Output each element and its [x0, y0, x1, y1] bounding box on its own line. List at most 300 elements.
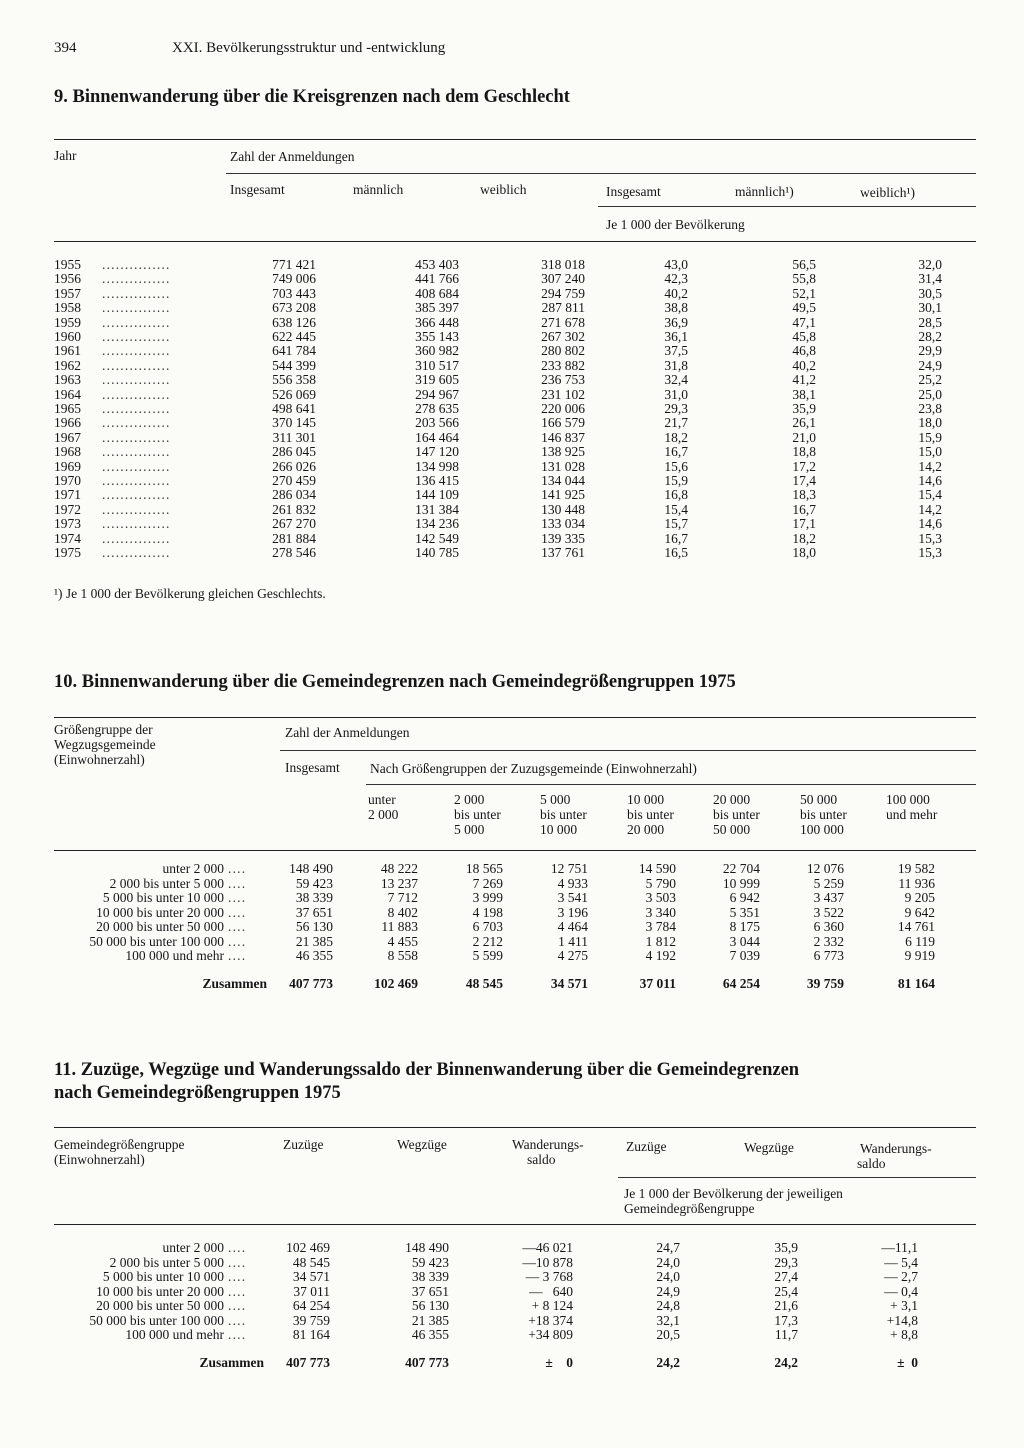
value-cell: —11,1 — [881, 1240, 918, 1255]
group-label: 50 000 bis unter 100 000 — [89, 933, 224, 949]
value-cell: 148 490 — [289, 861, 333, 876]
value-cell: 203 566 — [415, 415, 459, 431]
value-cell: 32,4 — [664, 372, 688, 388]
value-cell: 407 773 — [286, 1355, 330, 1370]
value-cell: 3 044 — [729, 933, 760, 949]
value-cell: 102 469 — [286, 1240, 330, 1255]
value-cell: 1 411 — [558, 933, 588, 949]
value-cell: 2 212 — [472, 933, 503, 949]
value-cell: 56,5 — [792, 257, 816, 272]
table-row — [54, 272, 976, 286]
value-cell: 24,0 — [656, 1254, 680, 1270]
value-cell: 2 332 — [813, 933, 844, 949]
table-row — [54, 517, 976, 531]
value-cell: 16,8 — [664, 487, 688, 503]
value-cell: 29,9 — [918, 343, 942, 359]
value-cell: 15,0 — [918, 444, 942, 460]
value-cell: 267 270 — [272, 516, 316, 532]
table11-col-saldo-rel-l2: saldo — [857, 1156, 886, 1171]
table10-col-head: bis unter — [800, 807, 847, 822]
value-cell: 266 026 — [272, 458, 316, 474]
value-cell: 14,6 — [918, 516, 942, 532]
value-cell: + 8 124 — [531, 1298, 573, 1313]
total-row — [54, 977, 976, 991]
value-cell: 3 999 — [472, 890, 503, 905]
table9-col-weiblich: weiblich — [480, 182, 527, 197]
value-cell: 24,8 — [656, 1298, 680, 1313]
group-label: 100 000 und mehr — [125, 948, 224, 963]
group-label: 5 000 bis unter 10 000 — [102, 1269, 224, 1284]
value-cell: 37 651 — [411, 1283, 449, 1299]
table10-col-insgesamt: Insgesamt — [285, 760, 340, 775]
value-cell: 28,5 — [918, 314, 942, 330]
year-cell: 1962 — [54, 357, 81, 373]
value-cell: 133 034 — [541, 516, 585, 532]
table9-head-rule — [54, 241, 976, 242]
value-cell: 307 240 — [541, 271, 585, 287]
leader-dots: ............... — [102, 386, 171, 402]
value-cell: 34 571 — [292, 1269, 330, 1284]
value-cell: 27,4 — [774, 1269, 798, 1284]
value-cell: 29,3 — [774, 1254, 798, 1270]
value-cell: 37 011 — [639, 976, 676, 991]
year-cell: 1967 — [54, 429, 81, 445]
table10-col-head: 2 000 — [454, 792, 485, 807]
value-cell: 26,1 — [792, 415, 816, 431]
value-cell: 6 942 — [729, 890, 760, 905]
table-row — [54, 359, 976, 373]
value-cell: —46 021 — [522, 1240, 573, 1255]
leader-dots: ............... — [102, 444, 171, 460]
value-cell: 45,8 — [792, 329, 816, 344]
value-cell: 48 545 — [292, 1254, 330, 1270]
value-cell: 15,9 — [664, 473, 688, 488]
value-cell: — 640 — [529, 1283, 573, 1299]
value-cell: 14,6 — [918, 473, 942, 488]
value-cell: 20,5 — [656, 1327, 680, 1342]
year-cell: 1975 — [54, 545, 81, 560]
value-cell: 17,4 — [792, 473, 816, 488]
table-row — [54, 1270, 976, 1284]
table10-title: 10. Binnenwanderung über die Gemeindegrenzen nach Gemeindegrößengruppen 1975 — [54, 672, 736, 692]
value-cell: 12 751 — [550, 861, 588, 876]
table11-group-rel-l1: Je 1 000 der Bevölkerung der jeweiligen — [624, 1186, 843, 1201]
value-cell: 8 175 — [729, 919, 760, 934]
value-cell: 5 599 — [472, 948, 503, 963]
value-cell: 278 546 — [272, 545, 316, 560]
leader-dots: ............... — [102, 257, 171, 272]
value-cell: +18 374 — [528, 1312, 573, 1328]
table-row — [54, 316, 976, 330]
value-cell: 267 302 — [541, 329, 585, 344]
value-cell: 18 565 — [465, 861, 503, 876]
table-row — [54, 1241, 976, 1255]
leader-dots: .... — [228, 904, 247, 920]
table11-head-rule — [54, 1224, 976, 1225]
value-cell: 9 205 — [904, 890, 935, 905]
value-cell: 3 541 — [557, 890, 588, 905]
value-cell: 1 812 — [645, 933, 676, 949]
group-label: unter 2 000 — [162, 861, 224, 876]
value-cell: 408 684 — [415, 285, 459, 301]
value-cell: 164 464 — [415, 429, 459, 445]
value-cell: 81 164 — [292, 1327, 330, 1342]
table11-top-rule — [54, 1127, 976, 1128]
table-row — [54, 431, 976, 445]
value-cell: ± 0 — [897, 1355, 918, 1370]
value-cell: 638 126 — [272, 314, 316, 330]
group-label: 20 000 bis unter 50 000 — [96, 1298, 224, 1313]
leader-dots: ............... — [102, 343, 171, 359]
table10-col-head: 100 000 — [886, 792, 930, 807]
value-cell: 4 933 — [557, 875, 588, 891]
value-cell: 749 006 — [272, 271, 316, 287]
table-row — [54, 1314, 976, 1328]
table9-rel-rule — [598, 206, 976, 207]
value-cell: 4 192 — [645, 948, 676, 963]
value-cell: 81 164 — [897, 976, 935, 991]
value-cell: 3 784 — [645, 919, 676, 934]
value-cell: 16,7 — [792, 501, 816, 517]
value-cell: 25,2 — [918, 372, 942, 388]
table-row — [54, 388, 976, 402]
value-cell: 28,2 — [918, 329, 942, 344]
leader-dots: ............... — [102, 501, 171, 517]
value-cell: 360 982 — [415, 343, 459, 359]
value-cell: 11,7 — [774, 1327, 798, 1342]
value-cell: 355 143 — [415, 329, 459, 344]
value-cell: 10 999 — [722, 875, 760, 891]
value-cell: 142 549 — [415, 530, 459, 546]
value-cell: 23,8 — [918, 401, 942, 416]
value-cell: 286 034 — [272, 487, 316, 503]
value-cell: 134 236 — [415, 516, 459, 532]
value-cell: 12 076 — [806, 861, 844, 876]
value-cell: 37 011 — [293, 1283, 330, 1299]
value-cell: 5 351 — [729, 904, 760, 920]
value-cell: 146 837 — [541, 429, 585, 445]
year-cell: 1961 — [54, 343, 81, 359]
table-row — [54, 373, 976, 387]
value-cell: 526 069 — [272, 386, 316, 402]
value-cell: 36,9 — [664, 314, 688, 330]
value-cell: 24,9 — [918, 357, 942, 373]
year-cell: 1968 — [54, 444, 81, 460]
value-cell: 6 703 — [472, 919, 503, 934]
value-cell: 3 503 — [645, 890, 676, 905]
value-cell: 294 967 — [415, 386, 459, 402]
group-label: 20 000 bis unter 50 000 — [96, 919, 224, 934]
table-row — [54, 906, 976, 920]
leader-dots: ............... — [102, 300, 171, 316]
leader-dots: .... — [228, 919, 247, 934]
value-cell: 102 469 — [374, 976, 418, 991]
group-label: 100 000 und mehr — [125, 1327, 224, 1342]
table11-col-wegzuege: Wegzüge — [397, 1137, 447, 1152]
value-cell: — 2,7 — [884, 1269, 918, 1284]
table10-col-head: bis unter — [454, 807, 501, 822]
value-cell: 47,1 — [792, 314, 816, 330]
value-cell: 64 254 — [292, 1298, 330, 1313]
table10-stub-l1: Größengruppe der — [54, 722, 153, 737]
table11-col-saldo-l1: Wanderungs- — [512, 1137, 584, 1152]
value-cell: — 3 768 — [525, 1269, 573, 1284]
value-cell: 311 301 — [272, 429, 316, 445]
value-cell: 15,3 — [918, 545, 942, 560]
table9-group-rule — [226, 173, 976, 174]
value-cell: 138 925 — [541, 444, 585, 460]
value-cell: 31,0 — [664, 386, 688, 402]
value-cell: 453 403 — [415, 257, 459, 272]
year-cell: 1970 — [54, 473, 81, 488]
table10-head-rule — [54, 850, 976, 851]
table-row — [54, 546, 976, 560]
leader-dots: ............... — [102, 285, 171, 301]
table10-col-head: bis unter — [627, 807, 674, 822]
value-cell: 37,5 — [664, 343, 688, 359]
value-cell: — 0,4 — [884, 1283, 918, 1299]
value-cell: 9 919 — [904, 948, 935, 963]
table10-col-head: 20 000 — [627, 822, 665, 837]
value-cell: 34 571 — [550, 976, 588, 991]
value-cell: 673 208 — [272, 300, 316, 316]
year-cell: 1959 — [54, 314, 81, 330]
value-cell: 134 044 — [541, 473, 585, 488]
value-cell: 37 651 — [295, 904, 333, 920]
table9-title: 9. Binnenwanderung über die Kreisgrenzen nach dem Geschlecht — [54, 87, 570, 107]
value-cell: 39 759 — [806, 976, 844, 991]
value-cell: 17,3 — [774, 1312, 798, 1328]
table-row — [54, 402, 976, 416]
year-cell: 1973 — [54, 516, 81, 532]
group-label: 2 000 bis unter 5 000 — [109, 875, 224, 891]
value-cell: 15,6 — [664, 458, 688, 474]
table9-col-maennlich: männlich — [353, 182, 404, 197]
value-cell: 56 130 — [295, 919, 333, 934]
table10-col-head: 10 000 — [540, 822, 578, 837]
year-cell: 1972 — [54, 501, 81, 517]
value-cell: 166 579 — [541, 415, 585, 431]
value-cell: 24,0 — [656, 1269, 680, 1284]
table-row — [54, 532, 976, 546]
year-cell: 1969 — [54, 458, 81, 474]
value-cell: 14 590 — [638, 861, 676, 876]
value-cell: 4 198 — [472, 904, 503, 920]
leader-dots: .... — [228, 1240, 247, 1255]
table10-group-abs: Zahl der Anmeldungen — [285, 725, 410, 740]
table9-top-rule — [54, 139, 976, 140]
value-cell: 4 275 — [557, 948, 588, 963]
leader-dots: ............... — [102, 429, 171, 445]
value-cell: 310 517 — [415, 357, 459, 373]
value-cell: 17,2 — [792, 458, 816, 474]
group-label: 10 000 bis unter 20 000 — [96, 904, 224, 920]
table10-col-head: bis unter — [540, 807, 587, 822]
value-cell: 261 832 — [272, 501, 316, 517]
table10-col-head: unter — [368, 792, 396, 807]
leader-dots: ............... — [102, 473, 171, 488]
table10-stub-l2: Wegzugsgemeinde — [54, 737, 156, 752]
value-cell: 286 045 — [272, 444, 316, 460]
value-cell: 43,0 — [664, 257, 688, 272]
value-cell: 49,5 — [792, 300, 816, 316]
value-cell: 407 773 — [289, 976, 333, 991]
value-cell: 8 402 — [387, 904, 418, 920]
leader-dots: .... — [228, 948, 247, 963]
leader-dots: .... — [228, 1327, 247, 1342]
year-cell: 1956 — [54, 271, 81, 287]
leader-dots: ............... — [102, 458, 171, 474]
value-cell: ± 0 — [545, 1355, 573, 1370]
group-label: 2 000 bis unter 5 000 — [109, 1254, 224, 1270]
year-cell: 1966 — [54, 415, 81, 431]
value-cell: 18,2 — [664, 429, 688, 445]
value-cell: 59 423 — [295, 875, 333, 891]
year-cell: 1957 — [54, 285, 81, 301]
value-cell: 5 259 — [813, 875, 844, 891]
value-cell: 24,9 — [656, 1283, 680, 1299]
value-cell: 21 385 — [411, 1312, 449, 1328]
value-cell: 6 119 — [905, 933, 935, 949]
value-cell: 366 448 — [415, 314, 459, 330]
group-label: unter 2 000 — [162, 1240, 224, 1255]
value-cell: 280 802 — [541, 343, 585, 359]
value-cell: 14,2 — [918, 458, 942, 474]
value-cell: 8 558 — [387, 948, 418, 963]
value-cell: 140 785 — [415, 545, 459, 560]
table11-col-saldo-l2: saldo — [527, 1152, 556, 1167]
value-cell: 15,7 — [664, 516, 688, 532]
value-cell: 278 635 — [415, 401, 459, 416]
value-cell: 7 039 — [729, 948, 760, 963]
value-cell: 131 028 — [541, 458, 585, 474]
group-label: 50 000 bis unter 100 000 — [89, 1312, 224, 1328]
table9-col-insgesamt: Insgesamt — [230, 182, 285, 197]
value-cell: +34 809 — [528, 1327, 573, 1342]
value-cell: 3 196 — [557, 904, 588, 920]
value-cell: 3 522 — [813, 904, 844, 920]
table-row — [54, 891, 976, 905]
value-cell: 31,8 — [664, 357, 688, 373]
value-cell: 24,2 — [656, 1355, 680, 1370]
value-cell: 32,1 — [656, 1312, 680, 1328]
value-cell: 703 443 — [272, 285, 316, 301]
table-row — [54, 330, 976, 344]
table10-col-head: 2 000 — [368, 807, 399, 822]
leader-dots: ............... — [102, 271, 171, 287]
table-row — [54, 877, 976, 891]
value-cell: 3 340 — [645, 904, 676, 920]
year-cell: 1955 — [54, 257, 81, 272]
value-cell: 38 339 — [411, 1269, 449, 1284]
value-cell: — 5,4 — [884, 1254, 918, 1270]
table-row — [54, 488, 976, 502]
value-cell: 17,1 — [792, 516, 816, 532]
table10-col-head: bis unter — [713, 807, 760, 822]
table10-col-head: 50 000 — [800, 792, 838, 807]
value-cell: 15,4 — [918, 487, 942, 503]
table9-group-abs: Zahl der Anmeldungen — [230, 149, 355, 164]
value-cell: 31,4 — [918, 271, 942, 287]
value-cell: 7 269 — [472, 875, 503, 891]
leader-dots: .... — [228, 1283, 247, 1299]
value-cell: 21,0 — [792, 429, 816, 445]
value-cell: 52,1 — [792, 285, 816, 301]
year-cell: 1971 — [54, 487, 81, 503]
table-row — [54, 460, 976, 474]
total-row — [54, 1356, 976, 1370]
table-row — [54, 1256, 976, 1270]
value-cell: 281 884 — [272, 530, 316, 546]
group-label: Zusammen — [202, 976, 267, 991]
value-cell: 25,4 — [774, 1283, 798, 1299]
value-cell: 35,9 — [792, 401, 816, 416]
table10-col-head: 20 000 — [713, 792, 751, 807]
table10-zuzug-rule — [366, 784, 976, 785]
group-label: Zusammen — [199, 1355, 264, 1370]
value-cell: 385 397 — [415, 300, 459, 316]
leader-dots: .... — [228, 890, 247, 905]
value-cell: 18,3 — [792, 487, 816, 503]
value-cell: 370 145 — [272, 415, 316, 431]
value-cell: 15,4 — [664, 501, 688, 517]
value-cell: 22 704 — [722, 861, 760, 876]
leader-dots: ............... — [102, 545, 171, 560]
value-cell: 544 399 — [272, 357, 316, 373]
value-cell: 148 490 — [405, 1240, 449, 1255]
value-cell: 11 883 — [381, 919, 418, 934]
value-cell: 441 766 — [415, 271, 459, 287]
value-cell: 40,2 — [664, 285, 688, 301]
value-cell: 64 254 — [722, 976, 760, 991]
table-row — [54, 862, 976, 876]
value-cell: 641 784 — [272, 343, 316, 359]
leader-dots: ............... — [102, 329, 171, 344]
leader-dots: .... — [228, 861, 247, 876]
leader-dots: ............... — [102, 372, 171, 388]
value-cell: 4 464 — [557, 919, 588, 934]
leader-dots: .... — [228, 1254, 247, 1270]
value-cell: 144 109 — [415, 487, 459, 503]
table11-title-line1: 11. Zuzüge, Wegzüge und Wanderungssaldo der Binnenwanderung über die Gemeindegrenzen — [54, 1060, 800, 1080]
table11-col-zuzuege: Zuzüge — [283, 1137, 324, 1152]
value-cell: + 8,8 — [890, 1327, 918, 1342]
page-number: 394 — [54, 40, 77, 56]
table-row — [54, 935, 976, 949]
leader-dots: .... — [228, 1298, 247, 1313]
value-cell: 6 360 — [813, 919, 844, 934]
value-cell: 29,3 — [664, 401, 688, 416]
value-cell: 15,9 — [918, 429, 942, 445]
value-cell: 21,6 — [774, 1298, 798, 1313]
value-cell: 407 773 — [405, 1355, 449, 1370]
value-cell: 622 445 — [272, 329, 316, 344]
table11-col-saldo-rel-l1: Wanderungs- — [860, 1141, 932, 1156]
value-cell: 147 120 — [415, 444, 459, 460]
value-cell: 233 882 — [541, 357, 585, 373]
table10-col-head: 5 000 — [454, 822, 485, 837]
value-cell: 56 130 — [411, 1298, 449, 1313]
value-cell: 24,7 — [656, 1240, 680, 1255]
value-cell: 36,1 — [664, 329, 688, 344]
table10-col-head: 5 000 — [540, 792, 571, 807]
value-cell: 18,0 — [792, 545, 816, 560]
table-row — [54, 1299, 976, 1313]
value-cell: 13 237 — [380, 875, 418, 891]
group-label: 10 000 bis unter 20 000 — [96, 1283, 224, 1299]
table10-stub-l3: (Einwohnerzahl) — [54, 752, 145, 767]
value-cell: +14,8 — [886, 1312, 918, 1328]
